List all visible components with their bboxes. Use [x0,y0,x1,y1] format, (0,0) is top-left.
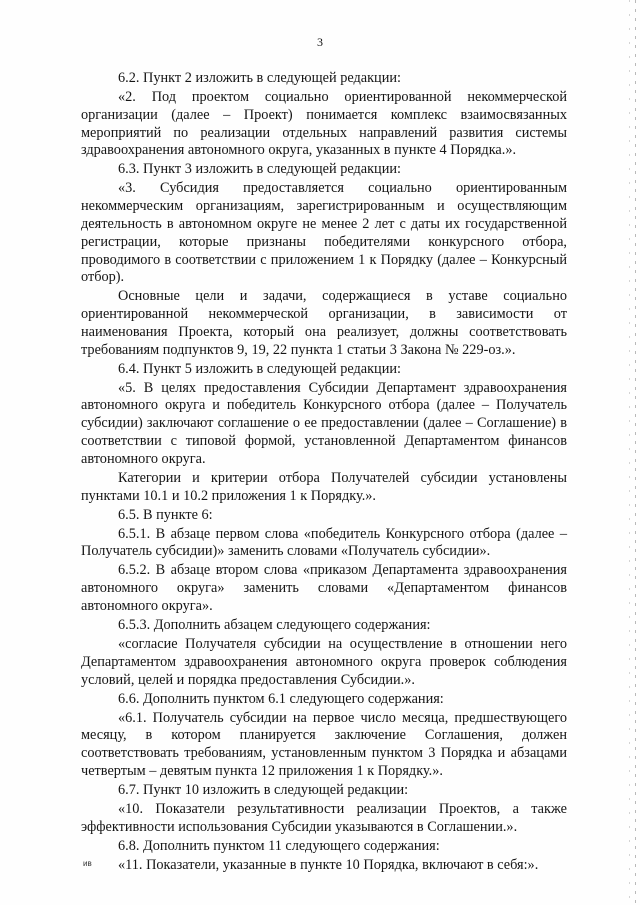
paragraph-6-8: 6.8. Дополнить пунктом 11 следующего содержания: [118,837,440,854]
paragraph-item-5: «5. В целях предоставления Субсидии Департамент здравоохранения автономного округа и победитель Конкурсного отбора (далее – Получатель субсидии) заключают соглашение о ее предоставлении (далее – Соглашение) в соответствии с типовой формой, установленной Департаментом финансов автономного округа. [81,379,567,467]
paragraph-6-2: 6.2. Пункт 2 изложить в следующей редакции: [118,70,401,86]
scan-edge-line [635,0,636,905]
page-number: 3 [317,35,323,49]
paragraph-item-10: «10. Показатели результативности реализации Проектов, а также эффективности использования Субсидии указываются в Соглашении.». [81,800,567,835]
paragraph-6-7: 6.7. Пункт 10 изложить в следующей редакции: [118,781,409,798]
paragraph-item-3: «3. Субсидия предоставляется социально ориентированным некоммерческим организациям, зарегистрированным и осуществляющим деятельность в автономном округе не менее 2 лет с даты их государственной регистрации, которые признаны победителями конкурсного отбора, проводимого в соответствии с приложением 1 к Порядку (далее – Конкурсный отбор). [81,180,567,286]
scan-edge-line-inner [629,0,630,905]
paragraph-goals: Основные цели и задачи, содержащиеся в уставе социально ориентированной некоммерческой организации, в зависимости от наименования Проекта, который она реализует, должны соответствовать требованиям подпунктов 9, 19, 22 пункта 1 статьи 3 Закона № 229-оз.». [81,288,567,358]
paragraph-6-3: 6.3. Пункт 3 изложить в следующей редакции: [118,161,401,178]
paragraph-6-5: 6.5. В пункте 6: [118,506,213,523]
paragraph-6-5-3: 6.5.3. Дополнить абзацем следующего содержания: [118,616,431,633]
paragraph-item-2: «2. Под проектом социально ориентированной некоммерческой организации (далее – Проект) понимается комплекс взаимосвязанных мероприятий по реализации отдельных направлений развития системы здравоохранения автономного округа, указанных в пункте 4 Порядка.». [81,88,567,159]
paragraph-6-6: 6.6. Дополнить пунктом 6.1 следующего содержания: [118,690,444,707]
paragraph-consent: «согласие Получателя субсидии на осуществление в отношении него Департаментом здравоохранения автономного округа проверок соблюдения условий, целей и порядка предоставления Субсидии.». [81,635,567,688]
paragraph-6-5-1: 6.5.1. В абзаце первом слова «победитель Конкурсного отбора (далее – Получатель субсидии)» заменить словами «Получатель субсидии». [81,525,567,560]
paragraph-categories: Категории и критерии отбора Получателей субсидии установлены пунктами 10.1 и 10.2 приложения 1 к Порядку.». [81,469,567,504]
paragraph-item-11: «11. Показатели, указанные в пункте 10 Порядка, включают в себя:». [118,856,539,873]
document-body [81,70,567,876]
paragraph-item-6-1: «6.1. Получатель субсидии на первое число месяца, предшествующего месяцу, в котором планируется заключение Соглашения, должен соответствовать требованиям, установленным пунктом 3 Порядка и абзацами четвертым – девятым пункта 12 приложения 1 к Порядку.». [81,709,567,779]
paragraph-6-4: 6.4. Пункт 5 изложить в следующей редакции: [118,360,401,377]
footer-initials: ив [83,859,92,868]
paragraph-6-5-2: 6.5.2. В абзаце втором слова «приказом Департамента здравоохранения автономного округа» заменить словами «Департаментом финансов автономного округа». [81,562,567,614]
